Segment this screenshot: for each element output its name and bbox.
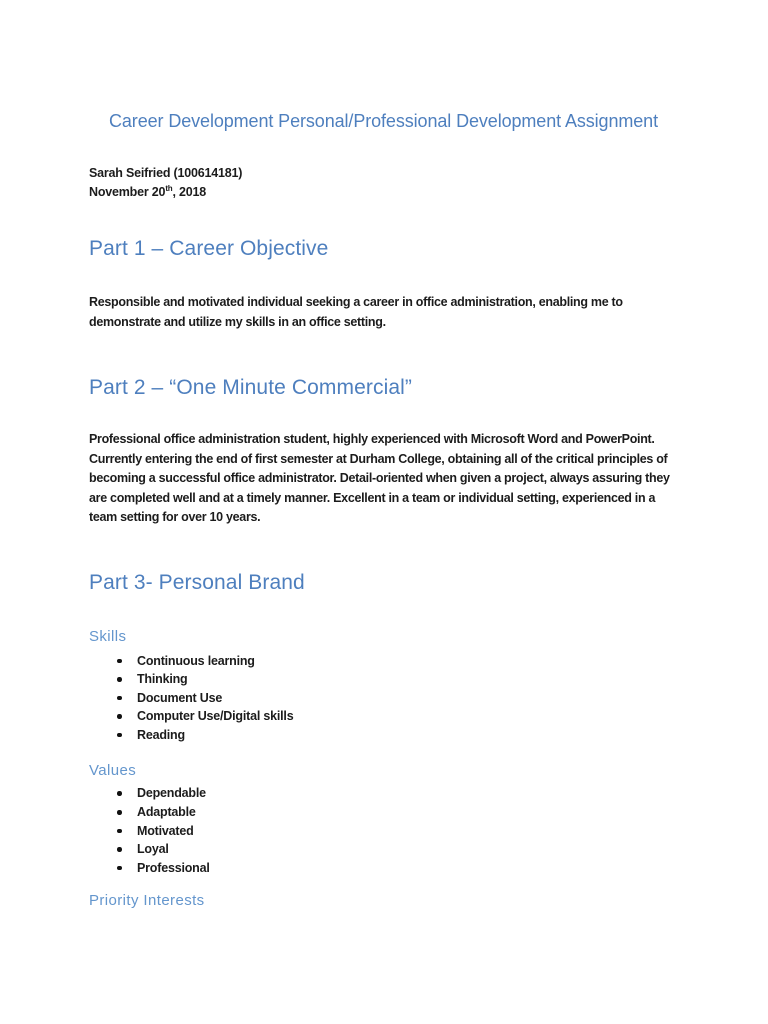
date-suffix: , 2018 [172,185,207,199]
values-list-item: Dependable [89,784,678,803]
values-list-item: Adaptable [89,803,678,822]
part1-body-paragraph: Responsible and motivated individual seeking a career in office administration, enabling me to demonstrate and utilize my skills in an office setting. [89,295,623,329]
skills-list-item: Thinking [89,670,678,689]
part1-heading: Part 1 – Career Objective [89,237,329,260]
skills-list-item: Reading [89,726,678,745]
byline-block [89,164,678,202]
values-list [89,784,678,877]
skills-list [89,652,678,745]
document-title: Career Development Personal/Professional Development Assignment [109,111,658,131]
values-list-item: Loyal [89,840,678,859]
part2-body-paragraph: Professional office administration student, highly experienced with Microsoft Word and PowerPoint. Currently entering the end of first semester at Durham College, obtaining all of the critical principles of becoming a successful office administrator. Detail-oriented when given a project, always assuring they are completed well and at a timely manner. Excellent in a team or individual setting, experienced in a team setting for over 10 years. [89,432,670,524]
skills-list-item: Computer Use/Digital skills [89,707,678,726]
date-prefix: November 20 [89,185,166,199]
author-line: Sarah Seifried (100614181) [89,166,243,180]
priority-interests-subheading: Priority Interests [89,892,205,910]
skills-list-item: Continuous learning [89,652,678,671]
skills-list-item: Document Use [89,689,678,708]
date-line [89,183,678,202]
values-subheading: Values [89,762,137,780]
values-list-item: Professional [89,859,678,878]
date-ordinal-superscript: th [165,183,173,193]
skills-subheading: Skills [89,627,127,645]
part3-heading: Part 3- Personal Brand [89,570,305,594]
values-list-item: Motivated [89,822,678,841]
part2-heading: Part 2 – “One Minute Commercial” [89,376,412,399]
